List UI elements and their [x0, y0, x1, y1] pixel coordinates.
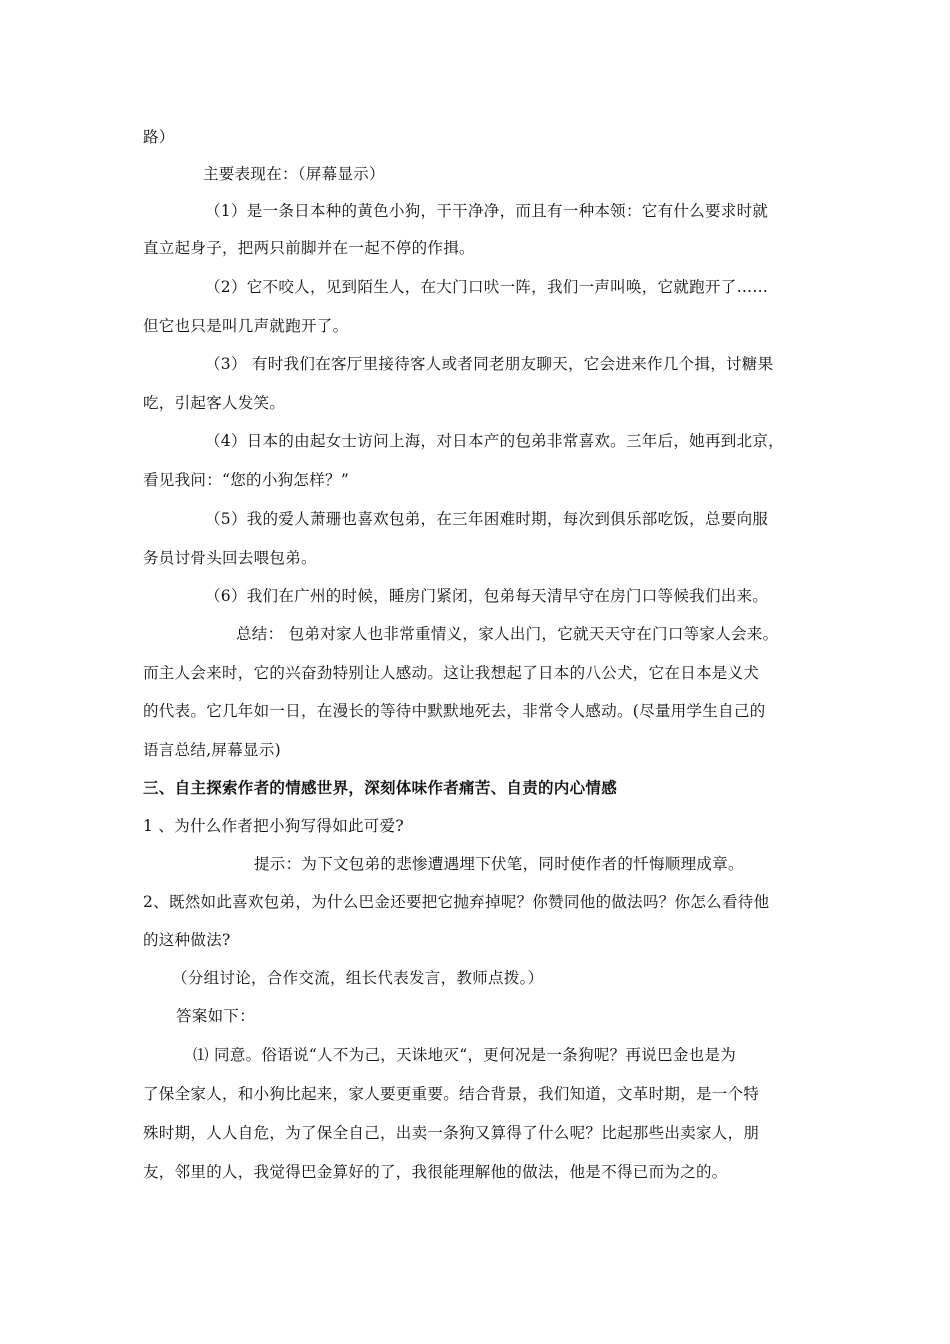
text-line: 友，邻里的人，我觉得巴金算好的了，我很能理解他的做法，他是不得已而为之的。 — [143, 1163, 728, 1181]
answer-line: ⑴ 同意。俗语说“人不为己，天诛地灭“，更何况是一条狗呢？再说巴金也是为 — [193, 1046, 737, 1064]
text-line: 的这种做法? — [143, 931, 231, 949]
text-line: （3） 有时我们在客厅里接待客人或者同老朋友聊天，它会进来作几个揖，讨糖果 — [205, 355, 774, 373]
text-line: 务员讨骨头回去喂包弟。 — [143, 549, 317, 567]
text-line: 而主人会来时，它的兴奋劲特别让人感动。这让我想起了日本的八公犬，它在日本是义犬 — [143, 664, 760, 682]
text-line: 主要表现在：（屏幕显示） — [203, 165, 385, 183]
text-line: 吃，引起客人发笑。 — [143, 394, 286, 412]
text-line: （4）日本的由起女士访问上海，对日本产的包弟非常喜欢。三年后，她再到北京， — [205, 432, 784, 450]
text-line: （分组讨论，合作交流，组长代表发言，教师点拨。） — [172, 969, 544, 987]
summary-line: 总结： 包弟对家人也非常重情义，家人出门，它就天天守在门口等家人会来。 — [236, 625, 779, 643]
question-line: 1 、为什么作者把小狗写得如此可爱? — [143, 817, 404, 835]
text-line: 了保全家人，和小狗比起来，家人要更重要。结合背景，我们知道，文革时期，是一个特 — [143, 1085, 760, 1103]
text-line: 殊时期，人人自危，为了保全自己，出卖一条狗又算得了什么呢？比起那些出卖家人，朋 — [143, 1124, 760, 1142]
text-line: 看见我问：“您的小狗怎样？” — [143, 471, 350, 489]
text-line: （5）我的爱人萧珊也喜欢包弟，在三年困难时期，每次到俱乐部吃饭，总要向服 — [205, 510, 769, 528]
section-heading: 三、自主探索作者的情感世界，深刻体味作者痛苦、自责的内心情感 — [143, 778, 618, 797]
text-line: 语言总结,屏幕显示) — [143, 741, 281, 759]
text-line: （6）我们在广州的时候，睡房门紧闭，包弟每天清早守在房门口等候我们出来。 — [205, 587, 769, 605]
text-line: 路） — [143, 128, 175, 146]
hint-line: 提示：为下文包弟的悲惨遭遇埋下伏笔，同时使作者的忏悔顺理成章。 — [254, 855, 744, 873]
answer-heading: 答案如下： — [176, 1007, 256, 1025]
text-line: 的代表。它几年如一日，在漫长的等待中默默地死去，非常令人感动。(尽量用学生自己的 — [143, 702, 766, 720]
text-line: （1）是一条日本种的黄色小狗，干干净净，而且有一种本领：它有什么要求时就 — [205, 202, 769, 220]
text-line: 直立起身子，把两只前脚并在一起不停的作揖。 — [143, 239, 475, 257]
question-line: 2、既然如此喜欢包弟，为什么巴金还要把它抛弃掉呢？你赞同他的做法吗？你怎么看待他 — [143, 893, 770, 911]
text-line: （2）它不咬人，见到陌生人，在大门口吠一阵，我们一声叫唤，它就跑开了…… — [205, 278, 769, 296]
text-line: 但它也只是叫几声就跑开了。 — [143, 317, 349, 335]
